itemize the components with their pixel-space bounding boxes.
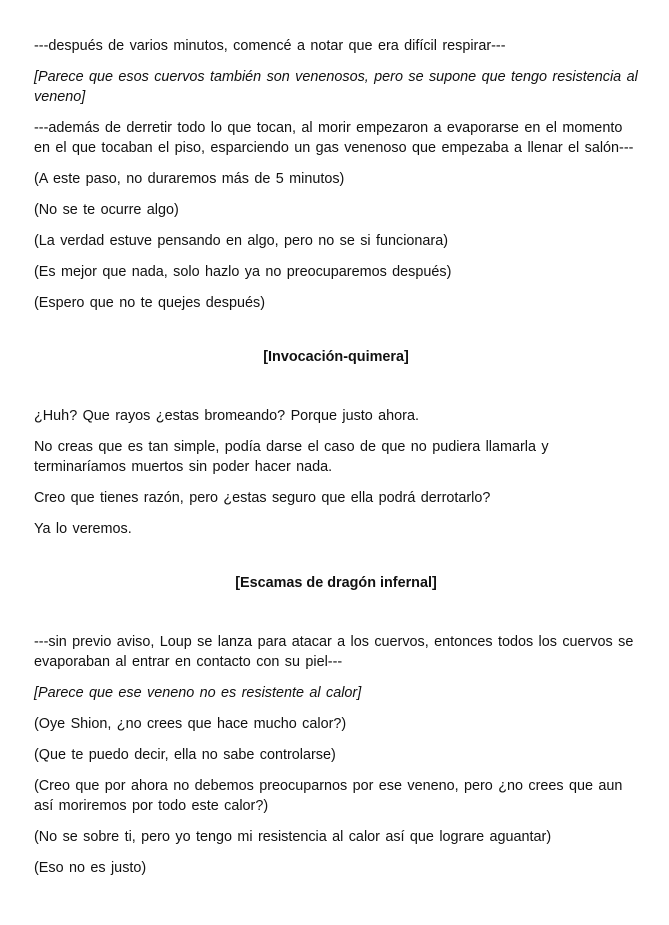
narration-paragraph: ---además de derretir todo lo que tocan, al morir empezaron a evaporarse en el momento en el que tocaban el piso, esparciendo un gas venenoso que empezaba a llenar el salón---	[34, 120, 634, 156]
dialogue-paragraph: (No se sobre ti, pero yo tengo mi resistencia al calor así que lograre aguantar)	[34, 829, 552, 845]
dialogue-paragraph: Ya lo veremos.	[34, 521, 132, 537]
narration-paragraph: ---después de varios minutos, comencé a notar que era difícil respirar---	[34, 38, 506, 54]
dialogue-paragraph: (A este paso, no duraremos más de 5 minutos)	[34, 171, 345, 187]
dialogue-paragraph: (Oye Shion, ¿no crees que hace mucho calor?)	[34, 716, 347, 732]
narration-paragraph: ---sin previo aviso, Loup se lanza para atacar a los cuervos, entonces todos los cuervos se evaporaban al entrar en contacto con su piel---	[34, 634, 634, 670]
dialogue-paragraph: (Espero que no te quejes después)	[34, 295, 266, 311]
italic-thought-paragraph: [Parece que ese veneno no es resistente al calor]	[34, 685, 362, 701]
section-heading-escamas: [Escamas de dragón infernal]	[235, 575, 437, 591]
dialogue-paragraph: (Que te puedo decir, ella no sabe controlarse)	[34, 747, 336, 763]
dialogue-paragraph: (Eso no es justo)	[34, 860, 147, 876]
dialogue-paragraph: (La verdad estuve pensando en algo, pero no se si funcionara)	[34, 233, 449, 249]
dialogue-paragraph: Creo que tienes razón, pero ¿estas seguro que ella podrá derrotarlo?	[34, 490, 491, 506]
dialogue-paragraph: (Es mejor que nada, solo hazlo ya no preocuparemos después)	[34, 264, 452, 280]
dialogue-paragraph: (No se te ocurre algo)	[34, 202, 179, 218]
italic-thought-paragraph: [Parece que esos cuervos también son venenosos, pero se supone que tengo resistencia al veneno]	[34, 69, 638, 105]
dialogue-paragraph: No creas que es tan simple, podía darse el caso de que no pudiera llamarla y terminaríamos muertos sin poder hacer nada.	[34, 439, 549, 475]
document-page	[34, 36, 638, 878]
dialogue-paragraph: (Creo que por ahora no debemos preocuparnos por ese veneno, pero ¿no crees que aun así moriremos por todo este calor?)	[34, 778, 623, 814]
section-heading-invocacion: [Invocación-quimera]	[263, 349, 409, 365]
dialogue-paragraph: ¿Huh? Que rayos ¿estas bromeando? Porque justo ahora.	[34, 408, 419, 424]
